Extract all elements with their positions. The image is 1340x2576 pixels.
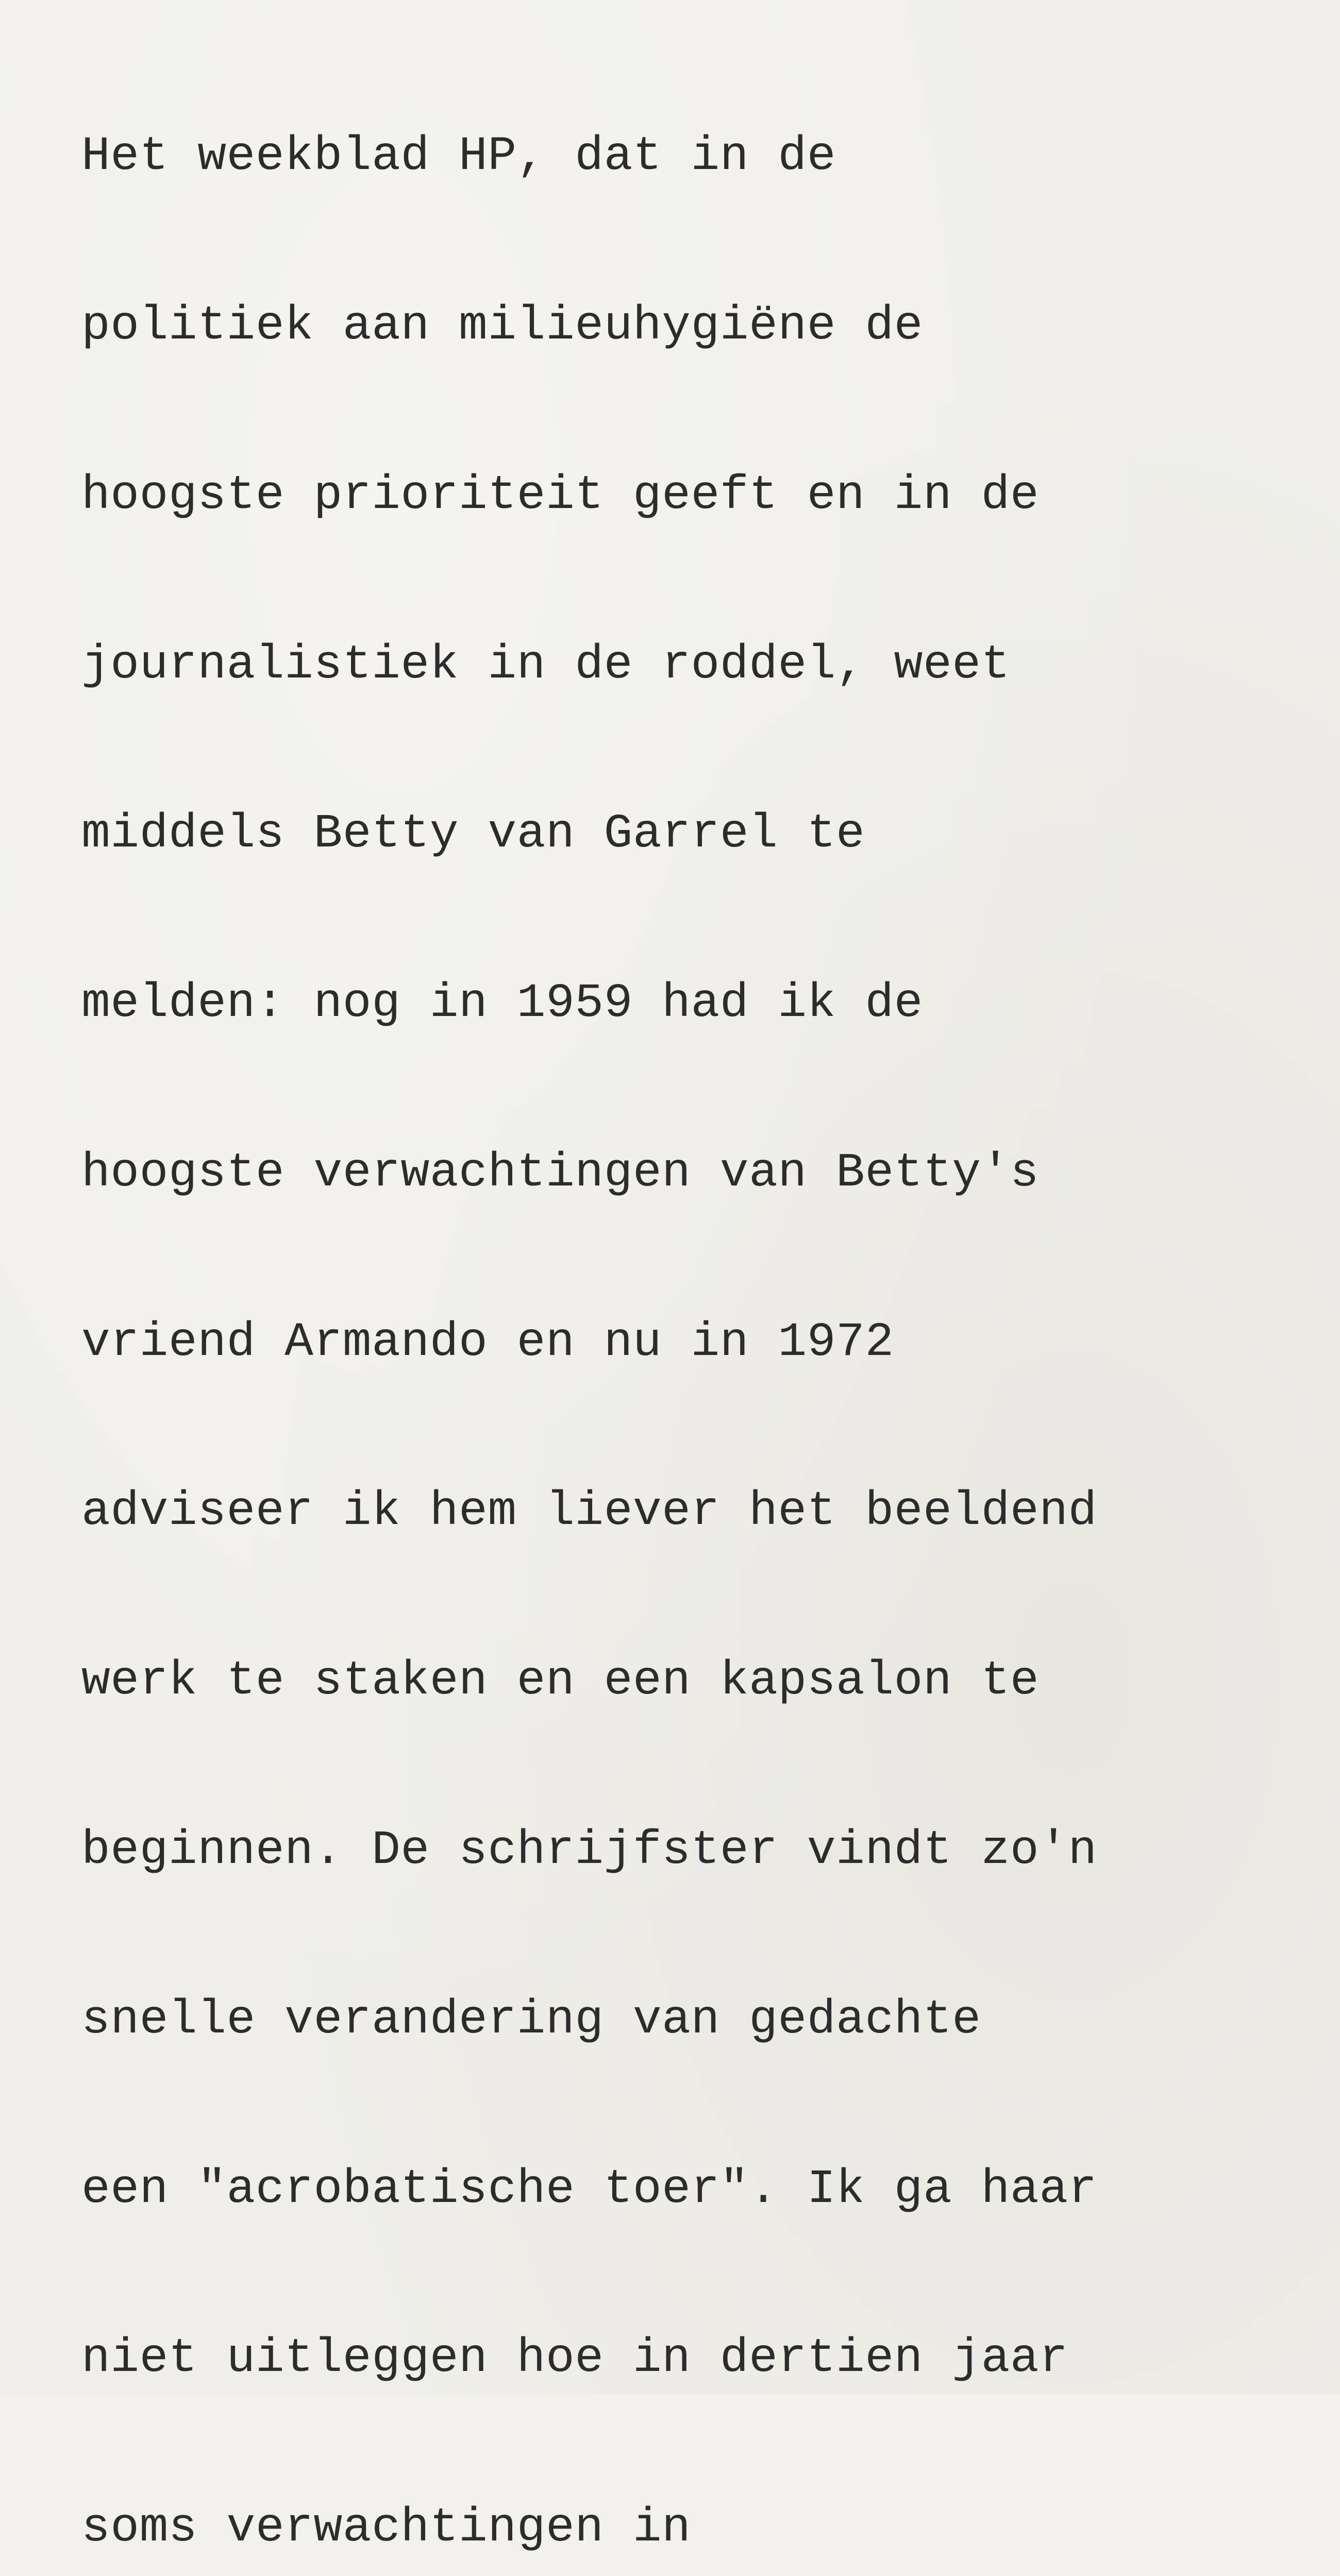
typewritten-text [81,15,1329,2576]
text-line-3: hoogste prioriteit geeft en in de [81,468,1040,522]
text-line-7: hoogste verwachtingen van Betty's [81,1145,1040,1200]
text-line-15: soms verwachtingen in [81,2501,691,2555]
text-line-4: journalistiek in de roddel, weet [81,637,1010,692]
text-line-1: Het weekblad HP, dat in de [81,129,836,184]
text-line-12: snelle verandering van gedachte [81,1992,981,2047]
text-line-14: niet uitleggen hoe in dertien jaar [81,2331,1068,2386]
text-line-13: een "acrobatische toer". Ik ga haar [81,2162,1097,2216]
text-line-6: melden: nog in 1959 had ik de [81,976,923,1031]
text-line-5: middels Betty van Garrel te [81,807,865,861]
text-line-11: beginnen. De schrijfster vindt zo'n [81,1823,1097,1877]
text-line-9: adviseer ik hem liever het beeldend [81,1484,1097,1539]
text-line-10: werk te staken en een kapsalon te [81,1654,1040,1708]
text-line-8: vriend Armando en nu in 1972 [81,1315,894,1369]
text-line-2: politiek aan milieuhygiëne de [81,298,923,353]
